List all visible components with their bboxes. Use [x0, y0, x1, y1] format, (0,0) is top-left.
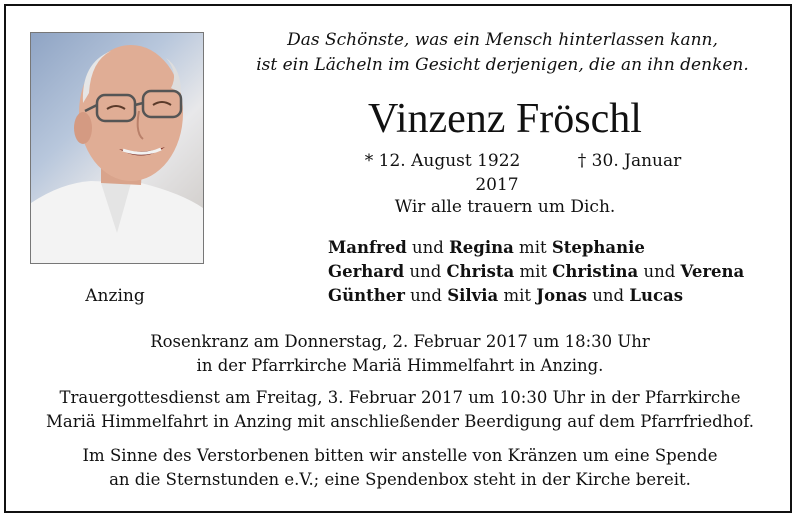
family-member-name: Manfred — [328, 238, 407, 257]
quote-line-2: ist ein Lächeln im Gesicht derjenigen, die an ihn denken. — [256, 55, 749, 75]
family-line — [328, 236, 778, 260]
death-date: † 30. Januar 2017 — [475, 151, 682, 195]
family-member-name: Silvia — [447, 286, 499, 305]
family-connector: mit — [498, 286, 537, 305]
portrait-photo — [30, 32, 204, 264]
family-list — [328, 236, 778, 308]
mourning-line: Wir alle trauern um Dich. — [394, 197, 616, 217]
donation-line-2: an die Sternstunden e.V.; eine Spendenbox steht in der Kirche bereit. — [109, 470, 691, 489]
life-dates — [320, 149, 700, 197]
family-member-name: Verena — [680, 262, 745, 281]
donation-line-1: Im Sinne des Verstorbenen bitten wir anstelle von Kränzen um eine Spende — [82, 446, 718, 465]
family-line — [328, 284, 778, 308]
family-connector: und — [404, 262, 447, 281]
family-member-name: Regina — [449, 238, 514, 257]
family-member-name: Jonas — [536, 286, 588, 305]
family-line — [328, 260, 778, 284]
rosary-line-2: in der Pfarrkirche Mariä Himmelfahrt in Anzing. — [196, 356, 604, 375]
family-connector: mit — [514, 262, 553, 281]
rosary-line-1: Rosenkranz am Donnerstag, 2. Februar 2017 um 18:30 Uhr — [150, 332, 650, 351]
family-member-name: Lucas — [629, 286, 683, 305]
family-connector: und — [638, 262, 681, 281]
family-member-name: Günther — [328, 286, 405, 305]
portrait-illustration — [31, 33, 203, 263]
family-member-name: Christa — [446, 262, 515, 281]
funeral-line-1: Trauergottesdienst am Freitag, 3. Februar 2017 um 10:30 Uhr in der Pfarrkirche — [59, 388, 741, 407]
place-of-residence: Anzing — [85, 286, 145, 306]
family-connector: und — [404, 286, 448, 305]
family-member-name: Stephanie — [551, 238, 645, 257]
family-member-name: Gerhard — [328, 262, 405, 281]
memorial-quote — [230, 28, 775, 78]
funeral-line-2: Mariä Himmelfahrt in Anzing mit anschließender Beerdigung auf dem Pfarrfriedhof. — [46, 412, 754, 431]
rosary-info — [30, 330, 770, 378]
quote-line-1: Das Schönste, was ein Mensch hinterlassen kann, — [287, 30, 718, 50]
family-connector: und — [406, 238, 450, 257]
family-member-name: Christina — [552, 262, 639, 281]
deceased-name: Vinzenz Fröschl — [368, 96, 642, 142]
funeral-info — [30, 386, 770, 434]
birth-date: * 12. August 1922 — [364, 151, 521, 171]
family-connector: mit — [513, 238, 552, 257]
family-connector: und — [587, 286, 630, 305]
donation-info — [30, 444, 770, 492]
